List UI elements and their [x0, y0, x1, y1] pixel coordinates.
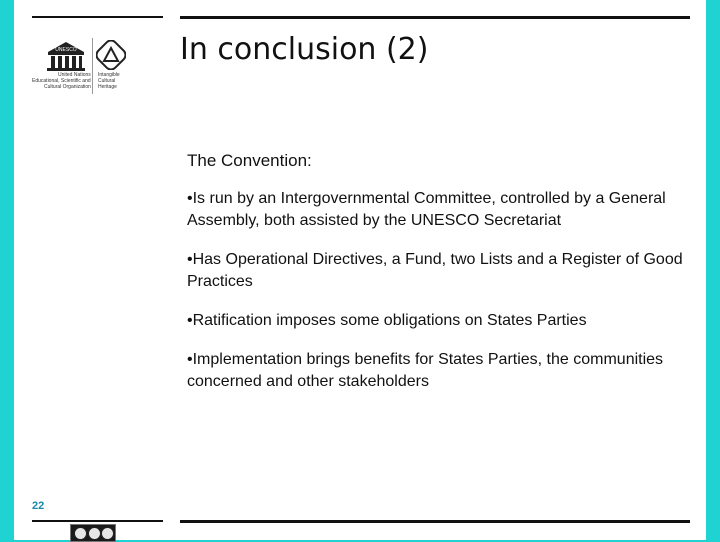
ich-text-line: Heritage — [98, 84, 117, 90]
page-number: 22 — [32, 500, 45, 512]
creative-commons-badge-icon — [70, 524, 116, 542]
cc-circle-icon — [74, 527, 87, 540]
unesco-text-line: Cultural Organization — [44, 84, 91, 90]
by-circle-icon — [88, 527, 101, 540]
slide-body — [187, 150, 697, 410]
bullet-item: •Implementation brings benefits for States Parties, the communities concerned and other stakeholders — [187, 351, 664, 390]
ich-text-line: Intangible — [98, 72, 120, 78]
top-right-rule — [180, 16, 690, 19]
unesco-text — [32, 72, 91, 90]
bottom-right-rule — [180, 520, 690, 523]
top-left-rule — [32, 16, 163, 18]
sa-circle-icon — [101, 527, 114, 540]
slide-title: In conclusion (2) — [180, 32, 429, 67]
ich-text — [98, 72, 120, 90]
slide — [14, 0, 706, 540]
body-heading: The Convention: — [187, 151, 312, 170]
ich-text-line: Cultural — [98, 78, 116, 84]
unesco-temple-icon — [44, 40, 88, 74]
bullet-item: •Has Operational Directives, a Fund, two Lists and a Register of Good Practices — [187, 251, 683, 290]
unesco-text-line: Educational, Scientific and — [32, 78, 91, 84]
intangible-heritage-emblem-icon — [96, 40, 126, 70]
unesco-text-line: United Nations — [58, 72, 91, 78]
logo-divider — [92, 38, 93, 94]
svg-text:UNESCO: UNESCO — [55, 47, 77, 53]
bottom-left-rule — [32, 520, 163, 522]
bullet-item: •Is run by an Intergovernmental Committee, controlled by a General Assembly, both assisted by the UNESCO Secretariat — [187, 190, 666, 229]
bullet-item: •Ratification imposes some obligations on States Parties — [187, 312, 587, 329]
